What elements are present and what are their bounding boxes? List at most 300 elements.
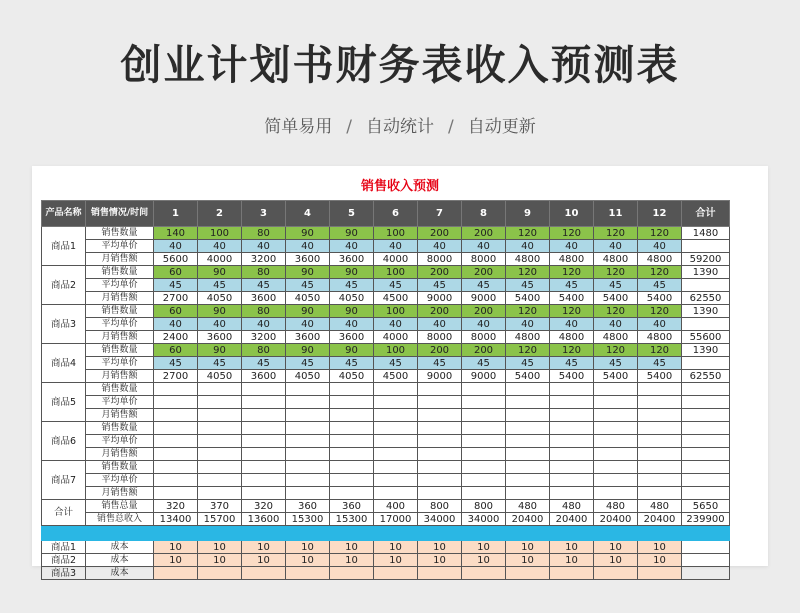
- cell-value[interactable]: [418, 448, 462, 461]
- cost-value[interactable]: 10: [506, 541, 550, 554]
- cell-value[interactable]: [506, 435, 550, 448]
- cost-value[interactable]: 10: [638, 541, 682, 554]
- cell-value[interactable]: 100: [374, 266, 418, 279]
- cell-value[interactable]: [506, 422, 550, 435]
- cell-value[interactable]: [638, 383, 682, 396]
- cell-value[interactable]: 45: [506, 357, 550, 370]
- cell-value[interactable]: 5400: [638, 292, 682, 305]
- cell-total[interactable]: 59200: [682, 253, 730, 266]
- cell-value[interactable]: 200: [418, 266, 462, 279]
- cell-total[interactable]: [682, 422, 730, 435]
- cell-value[interactable]: [638, 487, 682, 500]
- cell-value[interactable]: 40: [198, 318, 242, 331]
- cell-value[interactable]: [330, 448, 374, 461]
- cell-value[interactable]: 45: [638, 279, 682, 292]
- cell-value[interactable]: 4050: [286, 292, 330, 305]
- cell-total[interactable]: [682, 435, 730, 448]
- cell-value[interactable]: 40: [506, 318, 550, 331]
- cell-value[interactable]: 45: [506, 279, 550, 292]
- cost-value[interactable]: [638, 567, 682, 580]
- cell-value[interactable]: [286, 435, 330, 448]
- cell-value[interactable]: 40: [418, 318, 462, 331]
- cell-value[interactable]: 60: [154, 266, 198, 279]
- cell-value[interactable]: [594, 474, 638, 487]
- summary-value[interactable]: 17000: [374, 513, 418, 526]
- cell-value[interactable]: 4050: [330, 370, 374, 383]
- cell-value[interactable]: 9000: [418, 370, 462, 383]
- cell-value[interactable]: [462, 409, 506, 422]
- cell-total[interactable]: [682, 487, 730, 500]
- cost-total[interactable]: [682, 554, 730, 567]
- cost-value[interactable]: 10: [330, 541, 374, 554]
- cell-value[interactable]: 3600: [198, 331, 242, 344]
- cost-value[interactable]: [374, 567, 418, 580]
- summary-value[interactable]: 20400: [638, 513, 682, 526]
- cell-value[interactable]: [154, 487, 198, 500]
- cell-value[interactable]: 40: [418, 240, 462, 253]
- cell-value[interactable]: 8000: [462, 331, 506, 344]
- cell-value[interactable]: [462, 487, 506, 500]
- cell-total[interactable]: 1480: [682, 227, 730, 240]
- cell-value[interactable]: 45: [286, 357, 330, 370]
- cell-value[interactable]: [330, 422, 374, 435]
- cell-value[interactable]: [594, 422, 638, 435]
- cell-value[interactable]: 40: [374, 318, 418, 331]
- cell-value[interactable]: [330, 383, 374, 396]
- cell-value[interactable]: [198, 448, 242, 461]
- cell-value[interactable]: [506, 448, 550, 461]
- summary-value[interactable]: 34000: [462, 513, 506, 526]
- cell-value[interactable]: [418, 396, 462, 409]
- cell-value[interactable]: [418, 487, 462, 500]
- cost-value[interactable]: [330, 567, 374, 580]
- cost-value[interactable]: 10: [594, 554, 638, 567]
- cell-value[interactable]: 40: [330, 240, 374, 253]
- cell-value[interactable]: [550, 474, 594, 487]
- cell-value[interactable]: 120: [594, 344, 638, 357]
- cell-total[interactable]: 62550: [682, 370, 730, 383]
- cell-value[interactable]: 40: [154, 240, 198, 253]
- cell-value[interactable]: [550, 435, 594, 448]
- cell-value[interactable]: [242, 474, 286, 487]
- summary-total[interactable]: 5650: [682, 500, 730, 513]
- cost-value[interactable]: 10: [418, 541, 462, 554]
- cell-value[interactable]: 45: [154, 357, 198, 370]
- summary-value[interactable]: 400: [374, 500, 418, 513]
- cell-value[interactable]: 45: [242, 279, 286, 292]
- cell-value[interactable]: 120: [594, 266, 638, 279]
- summary-value[interactable]: 800: [418, 500, 462, 513]
- cell-value[interactable]: [154, 383, 198, 396]
- summary-total[interactable]: 239900: [682, 513, 730, 526]
- cell-value[interactable]: 8000: [418, 331, 462, 344]
- summary-value[interactable]: 360: [330, 500, 374, 513]
- cell-value[interactable]: [638, 435, 682, 448]
- cell-value[interactable]: [638, 448, 682, 461]
- cell-value[interactable]: [550, 383, 594, 396]
- cell-value[interactable]: 40: [594, 240, 638, 253]
- cell-value[interactable]: [154, 461, 198, 474]
- cell-value[interactable]: 5400: [550, 370, 594, 383]
- cell-value[interactable]: 3600: [286, 253, 330, 266]
- cell-value[interactable]: 9000: [462, 370, 506, 383]
- summary-value[interactable]: 360: [286, 500, 330, 513]
- cell-value[interactable]: 90: [286, 305, 330, 318]
- cell-value[interactable]: [286, 422, 330, 435]
- cell-value[interactable]: 45: [154, 279, 198, 292]
- cell-value[interactable]: 4800: [506, 253, 550, 266]
- cell-value[interactable]: [374, 383, 418, 396]
- cell-value[interactable]: 4500: [374, 292, 418, 305]
- cost-total[interactable]: [682, 541, 730, 554]
- cell-value[interactable]: 120: [594, 305, 638, 318]
- cell-value[interactable]: 45: [330, 357, 374, 370]
- cell-total[interactable]: [682, 448, 730, 461]
- cell-value[interactable]: [330, 435, 374, 448]
- cell-value[interactable]: 45: [198, 279, 242, 292]
- cell-value[interactable]: [286, 383, 330, 396]
- cell-total[interactable]: 55600: [682, 331, 730, 344]
- cell-value[interactable]: 80: [242, 227, 286, 240]
- cell-value[interactable]: 40: [374, 240, 418, 253]
- cell-value[interactable]: [154, 435, 198, 448]
- cell-total[interactable]: [682, 474, 730, 487]
- cost-value[interactable]: [242, 567, 286, 580]
- cell-value[interactable]: [330, 474, 374, 487]
- cell-value[interactable]: [154, 409, 198, 422]
- cell-value[interactable]: 45: [462, 357, 506, 370]
- cell-value[interactable]: [154, 422, 198, 435]
- cell-total[interactable]: [682, 279, 730, 292]
- cell-value[interactable]: [418, 383, 462, 396]
- cell-value[interactable]: [198, 461, 242, 474]
- cell-value[interactable]: 45: [374, 357, 418, 370]
- cell-value[interactable]: 45: [550, 279, 594, 292]
- cell-value[interactable]: 4800: [638, 331, 682, 344]
- cell-value[interactable]: 120: [638, 266, 682, 279]
- cell-value[interactable]: [242, 422, 286, 435]
- summary-value[interactable]: 480: [594, 500, 638, 513]
- cell-value[interactable]: 120: [506, 344, 550, 357]
- cost-value[interactable]: 10: [550, 541, 594, 554]
- cell-value[interactable]: 120: [506, 266, 550, 279]
- cell-value[interactable]: [198, 409, 242, 422]
- cell-value[interactable]: 90: [198, 266, 242, 279]
- summary-value[interactable]: 34000: [418, 513, 462, 526]
- cell-value[interactable]: [594, 396, 638, 409]
- cell-value[interactable]: [242, 461, 286, 474]
- cell-value[interactable]: 45: [198, 357, 242, 370]
- summary-value[interactable]: 20400: [594, 513, 638, 526]
- cell-value[interactable]: 90: [330, 227, 374, 240]
- cell-value[interactable]: [638, 409, 682, 422]
- cell-value[interactable]: [462, 383, 506, 396]
- cell-value[interactable]: 120: [638, 344, 682, 357]
- cell-value[interactable]: 120: [638, 305, 682, 318]
- cell-value[interactable]: [374, 409, 418, 422]
- cell-value[interactable]: [506, 383, 550, 396]
- cell-value[interactable]: 200: [462, 227, 506, 240]
- cost-value[interactable]: [462, 567, 506, 580]
- cell-value[interactable]: 45: [594, 279, 638, 292]
- summary-value[interactable]: 370: [198, 500, 242, 513]
- cost-value[interactable]: 10: [286, 541, 330, 554]
- cell-value[interactable]: [550, 396, 594, 409]
- cost-value[interactable]: 10: [198, 554, 242, 567]
- cell-value[interactable]: 5400: [594, 370, 638, 383]
- cell-value[interactable]: [462, 396, 506, 409]
- cell-value[interactable]: 3600: [330, 331, 374, 344]
- cell-value[interactable]: [506, 487, 550, 500]
- cell-value[interactable]: 4050: [198, 370, 242, 383]
- cell-value[interactable]: [594, 448, 638, 461]
- cell-value[interactable]: [550, 448, 594, 461]
- cell-value[interactable]: [242, 435, 286, 448]
- cell-value[interactable]: 90: [198, 305, 242, 318]
- cell-total[interactable]: 1390: [682, 305, 730, 318]
- cell-value[interactable]: [550, 487, 594, 500]
- cell-value[interactable]: [330, 396, 374, 409]
- cell-value[interactable]: 90: [330, 305, 374, 318]
- cell-value[interactable]: [242, 383, 286, 396]
- cell-value[interactable]: 4000: [374, 253, 418, 266]
- cell-value[interactable]: 40: [242, 318, 286, 331]
- cost-value[interactable]: [154, 567, 198, 580]
- cost-value[interactable]: [198, 567, 242, 580]
- cell-value[interactable]: [462, 422, 506, 435]
- cell-value[interactable]: 200: [418, 344, 462, 357]
- cell-value[interactable]: 4800: [594, 253, 638, 266]
- cell-value[interactable]: 4050: [198, 292, 242, 305]
- cell-value[interactable]: 4800: [550, 253, 594, 266]
- cell-value[interactable]: 40: [330, 318, 374, 331]
- cell-value[interactable]: 5400: [594, 292, 638, 305]
- cell-value[interactable]: [330, 487, 374, 500]
- cell-value[interactable]: [154, 448, 198, 461]
- cell-value[interactable]: [330, 461, 374, 474]
- cell-value[interactable]: 80: [242, 266, 286, 279]
- cost-value[interactable]: [506, 567, 550, 580]
- cell-value[interactable]: 3200: [242, 331, 286, 344]
- cost-value[interactable]: 10: [550, 554, 594, 567]
- cost-value[interactable]: 10: [462, 554, 506, 567]
- cell-value[interactable]: [374, 461, 418, 474]
- cell-value[interactable]: 100: [198, 227, 242, 240]
- summary-value[interactable]: 13600: [242, 513, 286, 526]
- cell-value[interactable]: [462, 461, 506, 474]
- cell-total[interactable]: [682, 383, 730, 396]
- cost-value[interactable]: [550, 567, 594, 580]
- cost-value[interactable]: 10: [330, 554, 374, 567]
- cell-value[interactable]: [462, 448, 506, 461]
- cell-value[interactable]: 40: [638, 240, 682, 253]
- cost-value[interactable]: 10: [374, 554, 418, 567]
- cell-total[interactable]: [682, 240, 730, 253]
- cell-total[interactable]: [682, 357, 730, 370]
- cost-value[interactable]: 10: [198, 541, 242, 554]
- cell-value[interactable]: [550, 409, 594, 422]
- cell-value[interactable]: 4800: [594, 331, 638, 344]
- cell-total[interactable]: 1390: [682, 266, 730, 279]
- cell-value[interactable]: [638, 396, 682, 409]
- cell-value[interactable]: [242, 448, 286, 461]
- cell-value[interactable]: 40: [154, 318, 198, 331]
- cell-value[interactable]: [374, 435, 418, 448]
- cell-value[interactable]: 4800: [638, 253, 682, 266]
- cell-value[interactable]: 45: [418, 357, 462, 370]
- cell-value[interactable]: [154, 396, 198, 409]
- cell-value[interactable]: [506, 461, 550, 474]
- cell-value[interactable]: 120: [594, 227, 638, 240]
- cell-value[interactable]: 4050: [330, 292, 374, 305]
- cell-value[interactable]: 45: [374, 279, 418, 292]
- cell-value[interactable]: 90: [286, 227, 330, 240]
- cell-value[interactable]: 45: [330, 279, 374, 292]
- cell-value[interactable]: [594, 409, 638, 422]
- cell-value[interactable]: 2400: [154, 331, 198, 344]
- cell-value[interactable]: 40: [506, 240, 550, 253]
- cell-value[interactable]: 8000: [418, 253, 462, 266]
- cell-value[interactable]: [374, 448, 418, 461]
- cost-value[interactable]: 10: [462, 541, 506, 554]
- cell-value[interactable]: [462, 435, 506, 448]
- cell-value[interactable]: 100: [374, 305, 418, 318]
- cost-value[interactable]: 10: [374, 541, 418, 554]
- cell-value[interactable]: 2700: [154, 292, 198, 305]
- cell-value[interactable]: [418, 474, 462, 487]
- cell-value[interactable]: 80: [242, 344, 286, 357]
- cell-value[interactable]: 120: [550, 344, 594, 357]
- cost-value[interactable]: [594, 567, 638, 580]
- cell-value[interactable]: 8000: [462, 253, 506, 266]
- cell-value[interactable]: 3600: [242, 292, 286, 305]
- cell-value[interactable]: 5400: [506, 292, 550, 305]
- cell-value[interactable]: [418, 461, 462, 474]
- cell-value[interactable]: 4800: [550, 331, 594, 344]
- cell-value[interactable]: [242, 409, 286, 422]
- summary-value[interactable]: 15300: [286, 513, 330, 526]
- cell-value[interactable]: [286, 448, 330, 461]
- cell-value[interactable]: [506, 474, 550, 487]
- summary-value[interactable]: 320: [154, 500, 198, 513]
- cell-value[interactable]: 45: [638, 357, 682, 370]
- cell-value[interactable]: [418, 422, 462, 435]
- cell-value[interactable]: 5400: [638, 370, 682, 383]
- cell-value[interactable]: 45: [286, 279, 330, 292]
- cell-value[interactable]: [594, 487, 638, 500]
- cell-value[interactable]: 120: [550, 227, 594, 240]
- cell-value[interactable]: 200: [462, 266, 506, 279]
- cell-value[interactable]: [154, 474, 198, 487]
- cell-value[interactable]: 40: [638, 318, 682, 331]
- cost-value[interactable]: 10: [286, 554, 330, 567]
- cell-value[interactable]: 90: [286, 266, 330, 279]
- cell-value[interactable]: 140: [154, 227, 198, 240]
- cell-value[interactable]: 45: [550, 357, 594, 370]
- cell-value[interactable]: [286, 474, 330, 487]
- cell-value[interactable]: [198, 422, 242, 435]
- cell-value[interactable]: [198, 474, 242, 487]
- cell-value[interactable]: [638, 461, 682, 474]
- cell-value[interactable]: [506, 409, 550, 422]
- cost-value[interactable]: 10: [594, 541, 638, 554]
- cell-value[interactable]: 80: [242, 305, 286, 318]
- summary-value[interactable]: 15300: [330, 513, 374, 526]
- cell-value[interactable]: 45: [242, 357, 286, 370]
- cell-value[interactable]: [198, 487, 242, 500]
- cell-total[interactable]: [682, 318, 730, 331]
- summary-value[interactable]: 480: [550, 500, 594, 513]
- cell-value[interactable]: 9000: [418, 292, 462, 305]
- cell-value[interactable]: 40: [550, 318, 594, 331]
- cell-value[interactable]: [198, 383, 242, 396]
- cell-value[interactable]: [638, 422, 682, 435]
- summary-value[interactable]: 13400: [154, 513, 198, 526]
- cell-value[interactable]: 4050: [286, 370, 330, 383]
- cell-value[interactable]: 120: [506, 305, 550, 318]
- cell-total[interactable]: 1390: [682, 344, 730, 357]
- cell-value[interactable]: 45: [594, 357, 638, 370]
- cell-value[interactable]: [374, 474, 418, 487]
- cell-value[interactable]: 3200: [242, 253, 286, 266]
- summary-value[interactable]: 800: [462, 500, 506, 513]
- cell-total[interactable]: [682, 396, 730, 409]
- cell-value[interactable]: [198, 435, 242, 448]
- cell-value[interactable]: [550, 422, 594, 435]
- cell-value[interactable]: 100: [374, 344, 418, 357]
- cell-value[interactable]: 4000: [374, 331, 418, 344]
- summary-value[interactable]: 480: [638, 500, 682, 513]
- cell-value[interactable]: 90: [330, 266, 374, 279]
- cell-value[interactable]: 200: [418, 305, 462, 318]
- cell-value[interactable]: [374, 487, 418, 500]
- cell-value[interactable]: 200: [418, 227, 462, 240]
- cell-value[interactable]: 40: [594, 318, 638, 331]
- cell-value[interactable]: [286, 396, 330, 409]
- cost-value[interactable]: [286, 567, 330, 580]
- summary-value[interactable]: 20400: [550, 513, 594, 526]
- cell-value[interactable]: [418, 435, 462, 448]
- cell-value[interactable]: 120: [506, 227, 550, 240]
- cell-value[interactable]: 4000: [198, 253, 242, 266]
- cell-value[interactable]: [638, 474, 682, 487]
- cell-value[interactable]: 5400: [550, 292, 594, 305]
- cell-value[interactable]: [374, 396, 418, 409]
- cell-total[interactable]: [682, 461, 730, 474]
- cell-total[interactable]: [682, 409, 730, 422]
- cell-value[interactable]: [242, 396, 286, 409]
- cell-value[interactable]: [286, 461, 330, 474]
- summary-value[interactable]: 15700: [198, 513, 242, 526]
- cost-total[interactable]: [682, 567, 730, 580]
- cost-value[interactable]: 10: [242, 554, 286, 567]
- cell-value[interactable]: 4500: [374, 370, 418, 383]
- cell-value[interactable]: 40: [462, 318, 506, 331]
- cell-value[interactable]: 120: [638, 227, 682, 240]
- cell-value[interactable]: 40: [286, 240, 330, 253]
- cell-value[interactable]: [506, 396, 550, 409]
- cell-value[interactable]: 60: [154, 344, 198, 357]
- cell-total[interactable]: 62550: [682, 292, 730, 305]
- cell-value[interactable]: [286, 409, 330, 422]
- cell-value[interactable]: [198, 396, 242, 409]
- cell-value[interactable]: 40: [286, 318, 330, 331]
- cell-value[interactable]: [594, 383, 638, 396]
- summary-value[interactable]: 320: [242, 500, 286, 513]
- cell-value[interactable]: [550, 461, 594, 474]
- cell-value[interactable]: 9000: [462, 292, 506, 305]
- cell-value[interactable]: [242, 487, 286, 500]
